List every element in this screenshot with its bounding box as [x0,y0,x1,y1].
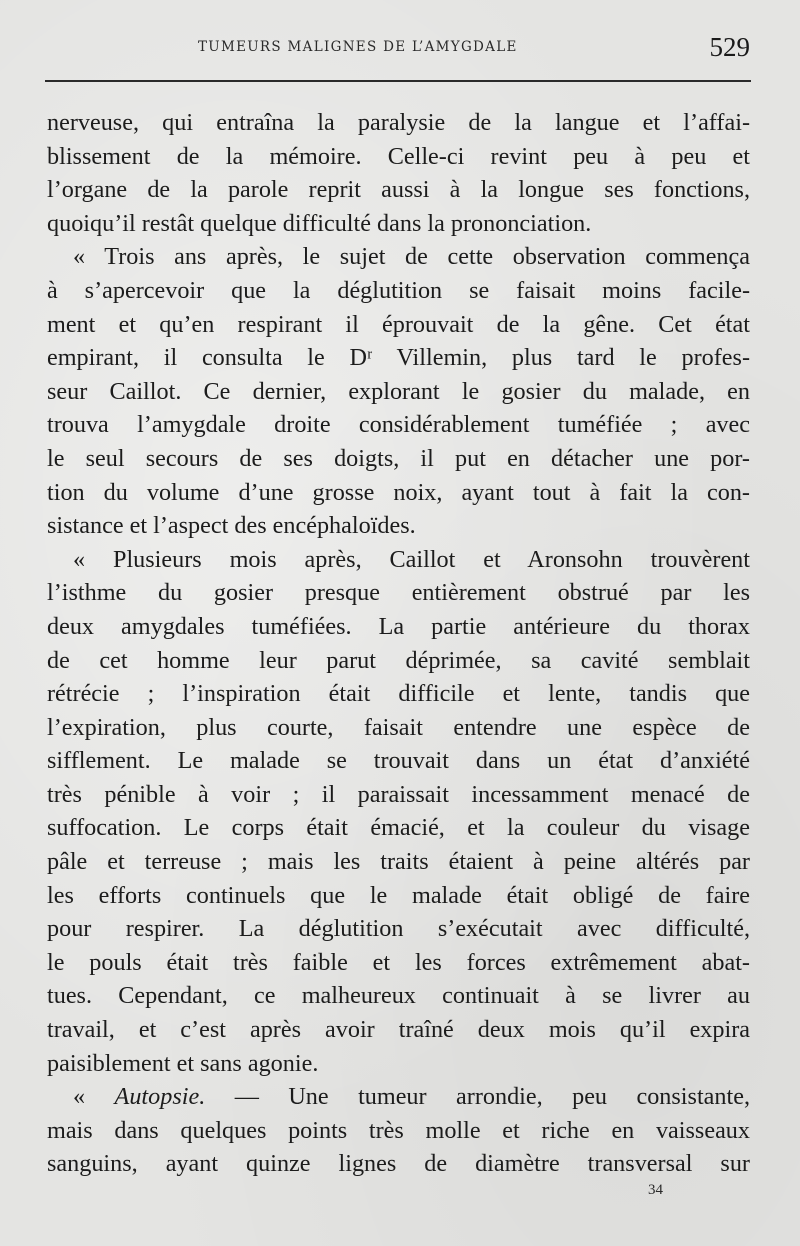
text-line: suffocation. Le corps était émacié, et la couleur du visage [47,814,750,842]
text-line: pâle et terreuse ; mais les traits étaient à peine altérés par [47,848,750,876]
text-line: le seul secours de ses doigts, il put en détacher une por- [47,444,750,472]
text-line: blissement de la mémoire. Celle-ci revint peu à peu et [47,142,750,170]
text-line: sanguins, ayant quinze lignes de diamètre transversal sur [47,1150,750,1178]
text-line: tues. Cependant, ce malheureux continuait à se livrer au [47,982,750,1010]
text-line: « Trois ans après, le sujet de cette observation commença [73,243,750,271]
running-title: TUMEURS MALIGNES DE L’AMYGDALE [198,39,518,55]
page-number: 529 [709,32,750,62]
text-line: travail, et c’est après avoir traîné deux mois qu’il expira [47,1016,750,1044]
running-head [0,32,800,62]
text-line: à s’apercevoir que la déglutition se faisait moins facile- [47,276,750,304]
text-line: pour respirer. La déglutition s’exécutait avec difficulté, [47,915,750,943]
text-line: de cet homme leur parut déprimée, sa cavité semblait [47,646,750,674]
text-line: « Autopsie. — Une tumeur arrondie, peu consistante, [73,1083,750,1111]
text-line: empirant, il consulta le Dʳ Villemin, plus tard le profes- [47,344,750,372]
text-line: sistance et l’aspect des encéphaloïdes. [47,512,416,540]
text-line: sifflement. Le malade se trouvait dans un état d’anxiété [47,747,750,775]
text-line: paisiblement et sans agonie. [47,1049,319,1077]
text-line: l’expiration, plus courte, faisait entendre une espèce de [47,713,750,741]
text-line: nerveuse, qui entraîna la paralysie de la langue et l’affai- [47,109,750,136]
text-line: tion du volume d’une grosse noix, ayant tout à fait la con- [47,478,750,506]
text-line: seur Caillot. Ce dernier, explorant le gosier du malade, en [47,377,750,405]
text-line: très pénible à voir ; il paraissait incessamment menacé de [47,780,750,808]
text-line: deux amygdales tuméfiées. La partie antérieure du thorax [47,612,750,640]
text-line: trouva l’amygdale droite considérablement tuméfiée ; avec [47,411,750,439]
text-line: mais dans quelques points très molle et riche en vaisseaux [47,1116,750,1144]
body-text [47,106,750,1181]
text-line: ment et qu’en respirant il éprouvait de la gêne. Cet état [47,310,750,338]
text-line: quoiqu’il restât quelque difficulté dans la prononciation. [47,209,592,237]
signature-mark: 34 [648,1182,663,1198]
text-line: l’isthme du gosier presque entièrement obstrué par les [47,579,750,607]
text-line: l’organe de la parole reprit aussi à la longue ses fonctions, [47,176,750,204]
text-line: « Plusieurs mois après, Caillot et Aronsohn trouvèrent [73,545,750,573]
text-line: le pouls était très faible et les forces extrêmement abat- [47,948,750,976]
section-heading-italic: Autopsie. [114,1083,206,1111]
text-line: rétrécie ; l’inspiration était difficile et lente, tandis que [47,680,750,708]
header-rule [45,80,751,82]
text-line: les efforts continuels que le malade était obligé de faire [47,881,750,909]
